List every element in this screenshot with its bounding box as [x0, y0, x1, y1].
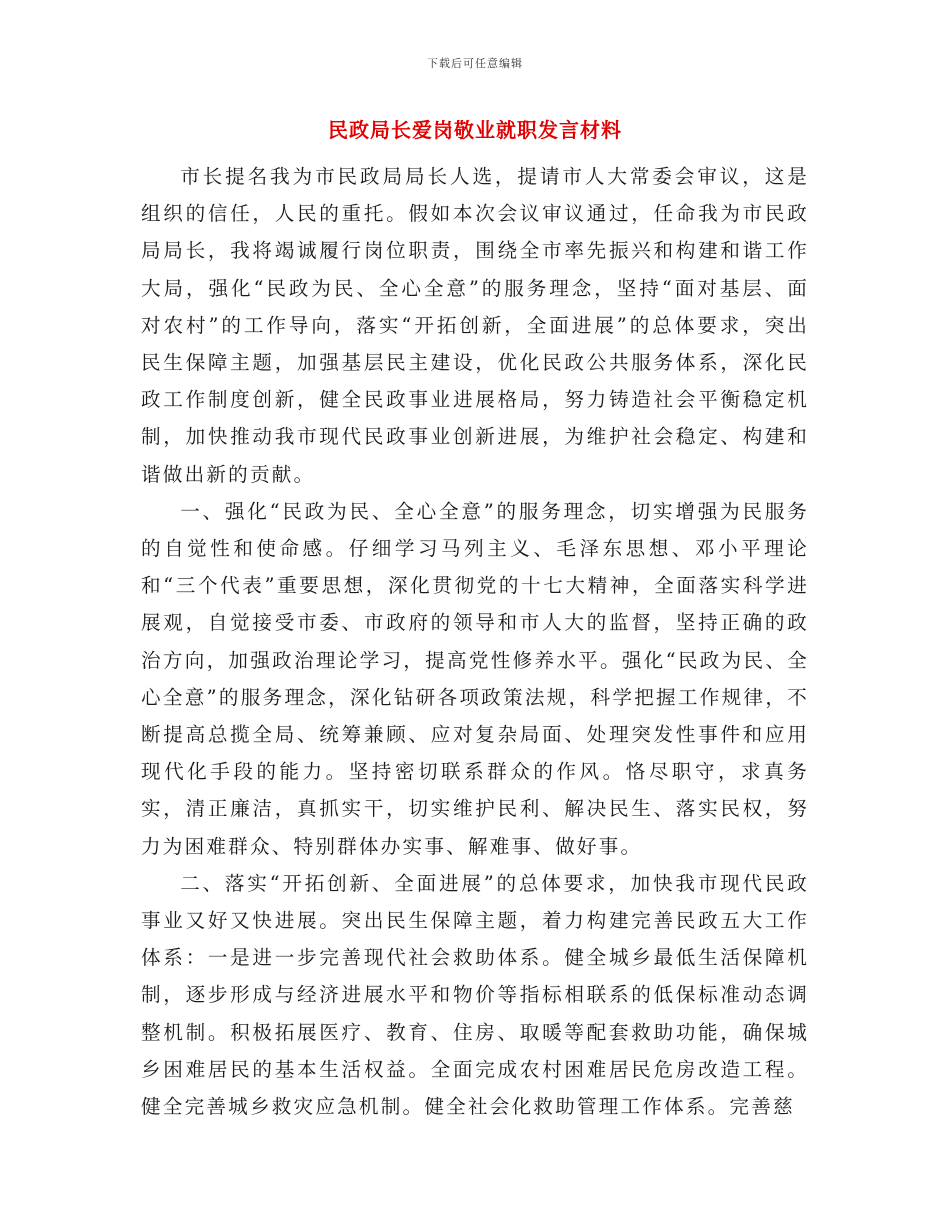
document-title: 民政局长爱岗敬业就职发言材料	[328, 118, 622, 142]
document-body	[141, 158, 809, 1125]
paragraph-section-two: 二、落实“开拓创新、全面进展”的总体要求，加快我市现代民政事业又好又快进展。突出民生保障主题，着力构建完善民政五大工作体系：一是进一步完善现代社会救助体系。健全城乡最低生活保障机制，逐步形成与经济进展水平和物价等指标相联系的低保标准动态调整机制。积极拓展医疗、教育、住房、取暖等配套救助功能，确保城乡困难居民的基本生活权益。全面完成农村困难居民危房改造工程。健全完善城乡救灾应急机制。健全社会化救助管理工作体系。完善慈	[141, 871, 809, 1119]
paragraph-intro: 市长提名我为市民政局局长人选，提请市人大常委会审议，这是组织的信任，人民的重托。假如本次会议审议通过，任命我为市民政局局长，我将竭诚履行岗位职责，围绕全市率先振兴和构建和谐工作大局，强化“民政为民、全心全意”的服务理念，坚持“面对基层、面对农村”的工作导向，落实“开拓创新，全面进展”的总体要求，突出民生保障主题，加强基层民主建设，优化民政公共服务体系，深化民政工作制度创新，健全民政事业进展格局，努力铸造社会平衡稳定机制，加快推动我市现代民政事业创新进展，为维护社会稳定、构建和谐做出新的贡献。	[141, 165, 809, 486]
paragraph-section-one: 一、强化“民政为民、全心全意”的服务理念，切实增强为民服务的自觉性和使命感。仔细学习马列主义、毛泽东思想、邓小平理论和“三个代表”重要思想，深化贯彻党的十七大精神，全面落实科学进展观，自觉接受市委、市政府的领导和市人大的监督，坚持正确的政治方向，加强政治理论学习，提高党性修养水平。强化“民政为民、全心全意”的服务理念，深化钻研各项政策法规，科学把握工作规律，不断提高总揽全局、统筹兼顾、应对复杂局面、处理突发性事件和应用现代化手段的能力。坚持密切联系群众的作风。恪尽职守，求真务实，清正廉洁，真抓实干，切实维护民利、解决民生、落实民权，努力为困难群众、特别群体办实事、解难事、做好事。	[141, 499, 809, 858]
page-header-note: 下载后可任意编辑	[427, 57, 523, 70]
